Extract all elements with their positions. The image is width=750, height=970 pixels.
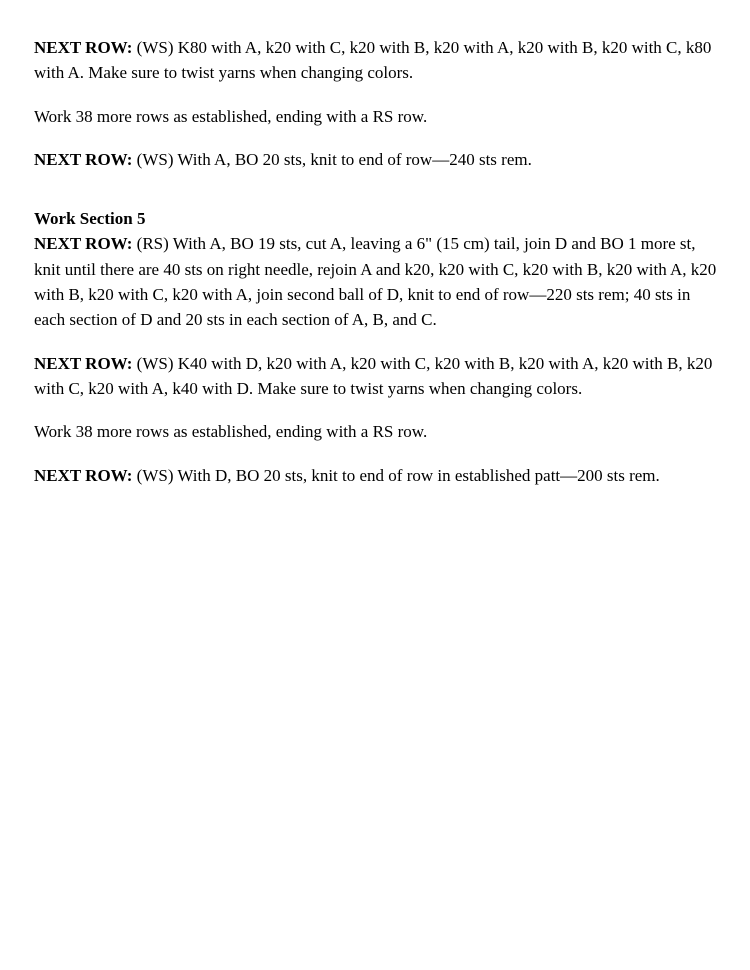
section-heading: Work Section 5 [34,209,146,229]
instruction-text: Work 38 more rows as established, ending with a RS row. [34,106,428,126]
row-label: NEXT ROW: [34,149,133,169]
row-label: NEXT ROW: [34,38,133,57]
instruction-text: (WS) With A, BO 20 sts, knit to end of row—240 sts rem. [132,149,532,169]
instruction-paragraph [34,231,722,332]
instruction-paragraph [34,35,722,86]
row-label: NEXT ROW: [34,353,133,373]
section-5 [34,206,722,488]
instruction-paragraph [34,147,722,172]
instruction-text: (WS) K40 with D, k20 with A, k20 with C, k20 with B, k20 with A, k20 with B, k20 with C, k20 with A, k40 with D. Make sure to twist yarns when changing colors. [34,353,713,398]
row-label: NEXT ROW: [34,234,133,254]
instruction-paragraph [34,104,722,129]
instruction-text: Work 38 more rows as established, ending with a RS row. [34,422,428,442]
instruction-text: (WS) With D, BO 20 sts, knit to end of row in established patt—200 sts rem. [132,465,660,485]
row-label: NEXT ROW: [34,465,133,485]
instruction-paragraph [34,351,722,402]
instruction-paragraph [34,463,722,488]
instruction-text: (RS) With A, BO 19 sts, cut A, leaving a 6" (15 cm) tail, join D and BO 1 more st, knit until there are 40 sts on right needle, rejoin A and k20, k20 with C, k20 with B, k20 with A, k20 with B, k20 with C, k20 with A, join second ball of D, knit to end of row—220 sts rem; 40 sts in each section of D and 20 sts in each section of A, B, and C. [34,234,717,330]
instruction-paragraph [34,419,722,444]
instruction-text: (WS) K80 with A, k20 with C, k20 with B, k20 with A, k20 with B, k20 with C, k80 with A. Make sure to twist yarns when changing colors. [34,38,712,83]
document-page [34,35,722,506]
